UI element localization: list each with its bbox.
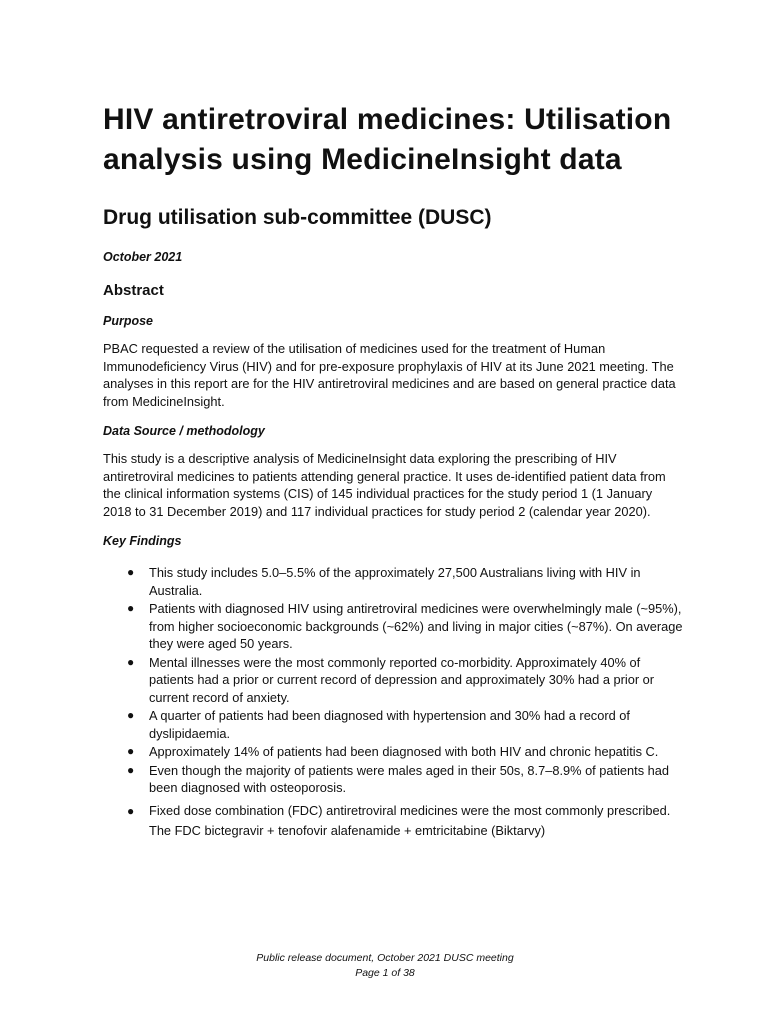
finding-text: Patients with diagnosed HIV using antiretroviral medicines were overwhelmingly male (~95%), from higher socioeconomic backgrounds (~62%) and living in major cities (~87%). On average they were aged 50 years. <box>149 601 683 651</box>
bullet-icon: ● <box>127 565 135 579</box>
finding-text: This study includes 5.0–5.5% of the approximately 27,500 Australians living with HIV in Australia. <box>149 565 641 598</box>
title-line-2: analysis using MedicineInsight data <box>103 143 622 176</box>
bullet-icon: ● <box>127 744 135 758</box>
key-findings-list <box>103 564 683 842</box>
document-subtitle: Drug utilisation sub-committee (DUSC) <box>103 206 492 229</box>
purpose-heading: Purpose <box>103 314 154 328</box>
finding-text: A quarter of patients had been diagnosed with hypertension and 30% had a record of dyslipidaemia. <box>149 708 630 741</box>
abstract-heading: Abstract <box>103 282 164 299</box>
bullet-icon: ● <box>127 654 135 669</box>
data-source-paragraph: This study is a descriptive analysis of MedicineInsight data exploring the prescribing of HIV antiretroviral medicines to patients attending general practice. It uses de-identified patient data from the clinical information systems (CIS) of 145 individual practices for the study period 1 (1 January 2018 to 31 December 2019) and 117 individual practices for study period 2 (calendar year 2020). <box>103 451 666 519</box>
finding-text: Approximately 14% of patients had been diagnosed with both HIV and chronic hepatitis C. <box>149 744 659 759</box>
list-item <box>103 762 683 797</box>
page-footer <box>0 951 770 981</box>
document-title <box>103 100 683 180</box>
data-source-heading: Data Source / methodology <box>103 424 265 438</box>
list-item <box>103 564 683 599</box>
finding-text: Mental illnesses were the most commonly reported co-morbidity. Approximately 40% of patients had a prior or current record of depression and approximately 30% had a prior or current record of anxiety. <box>149 654 655 705</box>
bullet-icon: ● <box>127 803 135 818</box>
list-item <box>103 743 683 761</box>
title-line-1: HIV antiretroviral medicines: Utilisation <box>103 103 672 136</box>
bullet-icon: ● <box>127 708 135 722</box>
list-item <box>103 600 683 653</box>
list-item <box>103 654 683 707</box>
page-number: Page 1 of 38 <box>355 967 415 979</box>
document-date: October 2021 <box>103 250 183 264</box>
list-item <box>103 707 683 742</box>
bullet-icon: ● <box>127 601 135 615</box>
list-item <box>103 801 683 842</box>
finding-text: Even though the majority of patients were males aged in their 50s, 8.7–8.9% of patients had been diagnosed with osteoporosis. <box>149 762 670 795</box>
purpose-paragraph: PBAC requested a review of the utilisation of medicines used for the treatment of Human Immunodeficiency Virus (HIV) and for pre-exposure prophylaxis of HIV at its June 2021 meeting. The analyses in this report are for the HIV antiretroviral medicines and are based on general practice data from MedicineInsight. <box>103 341 676 409</box>
finding-text: Fixed dose combination (FDC) antiretroviral medicines were the most commonly prescribed. The FDC bictegravir + tenofovir alafenamide + emtricitabine (Biktarvy) <box>149 802 671 838</box>
key-findings-heading: Key Findings <box>103 534 182 548</box>
bullet-icon: ● <box>127 762 135 777</box>
page-content <box>103 100 683 843</box>
footer-release-note: Public release document, October 2021 DUSC meeting <box>256 952 514 964</box>
